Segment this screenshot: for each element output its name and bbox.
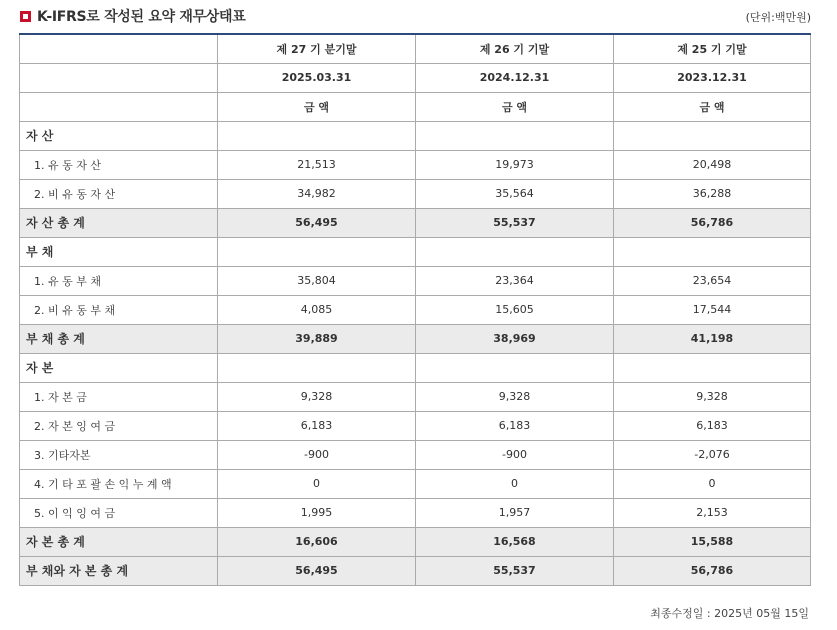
total-row — [20, 208, 811, 237]
row-label: 2. 비 유 동 부 채 — [20, 295, 218, 324]
section-row — [20, 237, 811, 266]
value-cell: 9,328 — [218, 382, 416, 411]
value-cell: 23,654 — [614, 266, 811, 295]
header-corner-cell — [20, 34, 218, 63]
value-cell — [416, 353, 614, 382]
value-cell — [416, 237, 614, 266]
column-period: 제 25 기 기말 — [614, 34, 811, 63]
value-cell: 55,537 — [416, 208, 614, 237]
column-date: 2023.12.31 — [614, 63, 811, 92]
total-row — [20, 556, 811, 585]
column-date: 2024.12.31 — [416, 63, 614, 92]
value-cell: 38,969 — [416, 324, 614, 353]
value-cell: 35,804 — [218, 266, 416, 295]
row-label: 4. 기 타 포 괄 손 익 누 계 액 — [20, 469, 218, 498]
page-title: K-IFRS로 작성된 요약 재무상태표 — [37, 9, 246, 25]
value-cell: 21,513 — [218, 150, 416, 179]
value-cell: 20,498 — [614, 150, 811, 179]
column-amount-label: 금 액 — [218, 92, 416, 121]
table-row — [20, 469, 811, 498]
row-label: 자 산 총 계 — [20, 208, 218, 237]
header-row-period — [20, 34, 811, 63]
table-row — [20, 179, 811, 208]
row-label: 2. 자 본 잉 여 금 — [20, 411, 218, 440]
section-row — [20, 353, 811, 382]
table-row — [20, 150, 811, 179]
value-cell: 56,786 — [614, 556, 811, 585]
row-label: 1. 유 동 부 채 — [20, 266, 218, 295]
value-cell — [218, 237, 416, 266]
value-cell: 19,973 — [416, 150, 614, 179]
value-cell: -900 — [416, 440, 614, 469]
value-cell: 4,085 — [218, 295, 416, 324]
value-cell: 6,183 — [614, 411, 811, 440]
total-row — [20, 527, 811, 556]
value-cell: 0 — [614, 469, 811, 498]
balance-sheet-table — [19, 33, 811, 586]
value-cell — [614, 353, 811, 382]
value-cell — [614, 237, 811, 266]
row-label: 3. 기타자본 — [20, 440, 218, 469]
value-cell: 39,889 — [218, 324, 416, 353]
value-cell: 34,982 — [218, 179, 416, 208]
balance-sheet-body — [20, 34, 811, 585]
total-row — [20, 324, 811, 353]
row-label: 자 산 — [20, 121, 218, 150]
table-row — [20, 295, 811, 324]
value-cell: 0 — [416, 469, 614, 498]
header-corner-cell — [20, 92, 218, 121]
column-amount-label: 금 액 — [614, 92, 811, 121]
row-label: 자 본 총 계 — [20, 527, 218, 556]
value-cell: 55,537 — [416, 556, 614, 585]
header-row-date — [20, 63, 811, 92]
value-cell: -900 — [218, 440, 416, 469]
value-cell: 16,568 — [416, 527, 614, 556]
section-row — [20, 121, 811, 150]
value-cell — [614, 121, 811, 150]
value-cell — [218, 121, 416, 150]
last-updated: 최종수정일 : 2025년 05월 15일 — [650, 607, 809, 620]
row-label: 2. 비 유 동 자 산 — [20, 179, 218, 208]
value-cell: 56,786 — [614, 208, 811, 237]
value-cell: 17,544 — [614, 295, 811, 324]
value-cell: 6,183 — [416, 411, 614, 440]
row-label: 5. 이 익 잉 여 금 — [20, 498, 218, 527]
value-cell — [218, 353, 416, 382]
table-row — [20, 498, 811, 527]
table-row — [20, 440, 811, 469]
value-cell: 15,588 — [614, 527, 811, 556]
value-cell: 56,495 — [218, 208, 416, 237]
value-cell: 35,564 — [416, 179, 614, 208]
value-cell: 9,328 — [614, 382, 811, 411]
column-period: 제 26 기 기말 — [416, 34, 614, 63]
square-bullet-icon — [20, 11, 31, 22]
row-label: 1. 자 본 금 — [20, 382, 218, 411]
value-cell: 6,183 — [218, 411, 416, 440]
table-row — [20, 382, 811, 411]
header-corner-cell — [20, 63, 218, 92]
value-cell: 16,606 — [218, 527, 416, 556]
value-cell: 15,605 — [416, 295, 614, 324]
column-amount-label: 금 액 — [416, 92, 614, 121]
table-row — [20, 266, 811, 295]
row-label: 1. 유 동 자 산 — [20, 150, 218, 179]
row-label: 부 채와 자 본 총 계 — [20, 556, 218, 585]
row-label: 부 채 — [20, 237, 218, 266]
title-bar — [20, 6, 245, 26]
value-cell: 2,153 — [614, 498, 811, 527]
header-row-amount — [20, 92, 811, 121]
unit-label: (단위:백만원) — [745, 11, 811, 24]
value-cell: 56,495 — [218, 556, 416, 585]
row-label: 부 채 총 계 — [20, 324, 218, 353]
value-cell: 23,364 — [416, 266, 614, 295]
value-cell: 0 — [218, 469, 416, 498]
value-cell — [416, 121, 614, 150]
row-label: 자 본 — [20, 353, 218, 382]
value-cell: 41,198 — [614, 324, 811, 353]
table-row — [20, 411, 811, 440]
value-cell: -2,076 — [614, 440, 811, 469]
value-cell: 1,995 — [218, 498, 416, 527]
value-cell: 36,288 — [614, 179, 811, 208]
column-period: 제 27 기 분기말 — [218, 34, 416, 63]
value-cell: 1,957 — [416, 498, 614, 527]
value-cell: 9,328 — [416, 382, 614, 411]
column-date: 2025.03.31 — [218, 63, 416, 92]
